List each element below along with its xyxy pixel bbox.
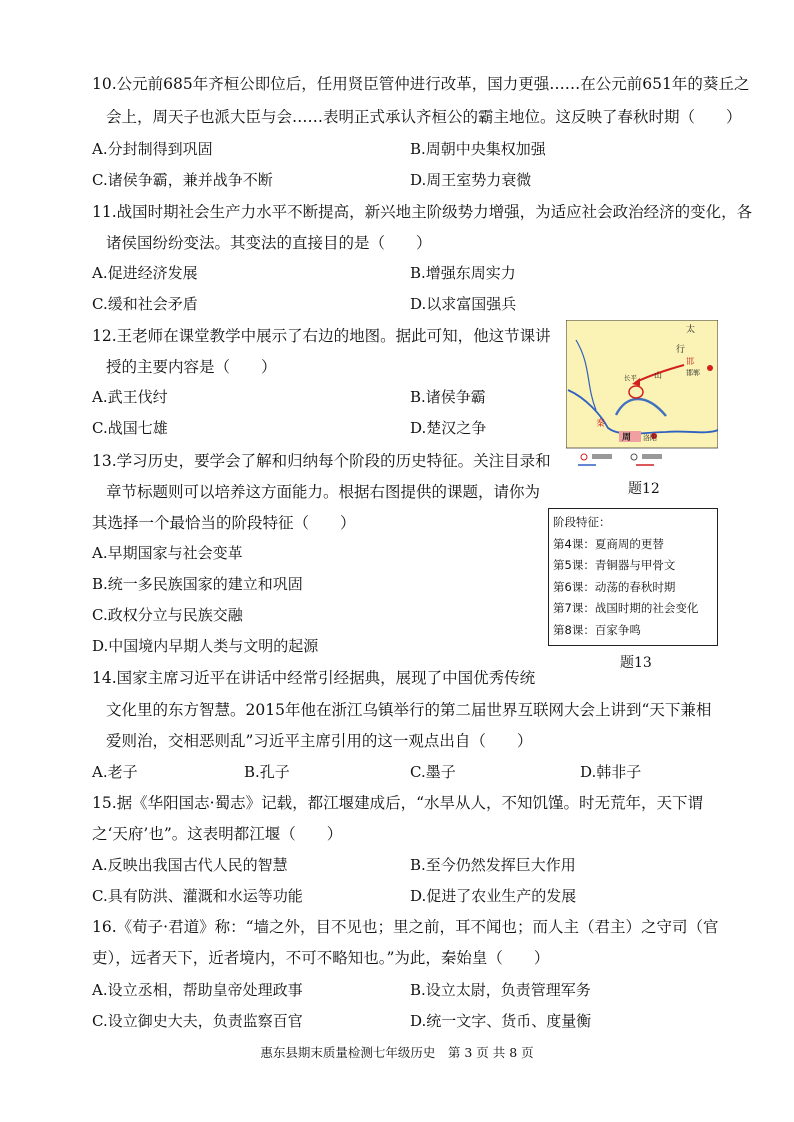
figure13-box bbox=[548, 508, 718, 646]
map-label-changping: 长平 bbox=[624, 374, 637, 382]
q16-line2: 吏），远者天下，近者境内，不可不略知也。”为此，秦始皇（ ） bbox=[92, 949, 550, 967]
figure13-item: 第8课：百家争鸣 bbox=[553, 622, 641, 637]
q11-option-a: A.促进经济发展 bbox=[92, 264, 198, 282]
q10-option-d: D.周王室势力衰微 bbox=[410, 171, 532, 189]
q14-line2: 文化里的东方智慧。2015年他在浙江乌镇举行的第二届世界互联网大会上讲到“天下兼相 bbox=[106, 701, 712, 719]
q15-line1: 15.据《华阳国志·蜀志》记载，都江堰建成后，“水旱从人，不知饥馑。时无荒年，天下谓 bbox=[92, 794, 704, 812]
map-label-tai: 太 bbox=[686, 325, 696, 335]
q13-line3: 其选择一个最恰当的阶段特征（ ） bbox=[92, 514, 356, 532]
q13-option-b: B.统一多民族国家的建立和巩固 bbox=[92, 575, 303, 593]
q14-option-b: B.孔子 bbox=[244, 763, 290, 781]
q13-option-a: A.早期国家与社会变革 bbox=[92, 544, 243, 562]
handan-city bbox=[707, 365, 713, 371]
q12-option-b: B.诸侯争霸 bbox=[410, 388, 486, 406]
page-footer: 惠东县期末质量检测七年级历史 第 3 页 共 8 页 bbox=[260, 1045, 534, 1060]
map-label-hang: 行 bbox=[676, 345, 686, 355]
q15-option-a: A.反映出我国古代人民的智慧 bbox=[92, 856, 288, 874]
figure13-item: 第5课：青铜器与甲骨文 bbox=[553, 558, 676, 572]
q13-option-c: C.政权分立与民族交融 bbox=[92, 606, 243, 624]
q10-option-c: C.诸侯争霸，兼并战争不断 bbox=[92, 171, 273, 189]
figure12-caption: 题12 bbox=[628, 481, 660, 497]
map-label-luoyang: 洛阳 bbox=[643, 434, 657, 442]
figure13-title: 阶段特征： bbox=[553, 515, 611, 529]
q10-line1: 10.公元前685年齐桓公即位后，任用贤臣管仲进行改革，国力更强……在公元前651年的葵丘之 bbox=[92, 75, 750, 93]
q12-option-a: A.武王伐纣 bbox=[92, 388, 168, 406]
figure13-item: 第6课：动荡的春秋时期 bbox=[553, 579, 676, 594]
figure13-caption: 题13 bbox=[620, 655, 652, 671]
figure13-item: 第4课：夏商周的更替 bbox=[553, 536, 664, 551]
q14-option-d: D.韩非子 bbox=[580, 763, 642, 781]
q10-option-a: A.分封制得到巩固 bbox=[92, 140, 213, 158]
q12-option-d: D.楚汉之争 bbox=[410, 419, 487, 437]
map-label-shan: 山 bbox=[654, 371, 662, 380]
map-label-han: 邯 bbox=[686, 357, 694, 366]
q14-line1: 14.国家主席习近平在讲话中经常引经据典，展现了中国优秀传统 bbox=[92, 669, 536, 687]
q14-option-a: A.老子 bbox=[92, 763, 138, 781]
map-label-qin: 秦 bbox=[596, 419, 606, 429]
q10-option-b: B.周朝中央集权加强 bbox=[410, 140, 546, 158]
q12-option-c: C.战国七雄 bbox=[92, 419, 168, 437]
q16-option-c: C.设立御史大夫，负责监察百官 bbox=[92, 1012, 303, 1030]
q13-line1: 13.学习历史，要学会了解和归纳每个阶段的历史特征。关注目录和 bbox=[92, 452, 551, 470]
q14-line3: 爱则治，交相恶则乱”习近平主席引用的这一观点出自（ ） bbox=[106, 732, 533, 750]
q11-option-b: B.增强东周实力 bbox=[410, 264, 516, 282]
q11-line2: 诸侯国纷纷变法。其变法的直接目的是（ ） bbox=[106, 234, 432, 252]
map-label-handan: 邯郸 bbox=[686, 369, 700, 377]
q11-option-c: C.缓和社会矛盾 bbox=[92, 295, 198, 313]
map-label-zhou: 周 bbox=[622, 433, 632, 443]
q15-option-d: D.促进了农业生产的发展 bbox=[410, 887, 577, 905]
q16-option-d: D.统一文字、货币、度量衡 bbox=[410, 1012, 592, 1030]
q16-option-a: A.设立丞相，帮助皇帝处理政事 bbox=[92, 981, 303, 999]
q15-option-c: C.具有防洪、灌溉和水运等功能 bbox=[92, 887, 303, 905]
q11-option-d: D.以求富国强兵 bbox=[410, 295, 517, 313]
q15-option-b: B.至今仍然发挥巨大作用 bbox=[410, 856, 576, 874]
q12-line1: 12.王老师在课堂教学中展示了右边的地图。据此可知，他这节课讲 bbox=[92, 327, 551, 345]
figure12-map bbox=[566, 320, 718, 470]
q16-option-b: B.设立太尉，负责管理军务 bbox=[410, 981, 591, 999]
q11-line1: 11.战国时期社会生产力水平不断提高，新兴地主阶级势力增强，为适应社会政治经济的变化，各 bbox=[92, 203, 753, 221]
q13-option-d: D.中国境内早期人类与文明的起源 bbox=[92, 637, 319, 655]
q12-line2: 授的主要内容是（ ） bbox=[106, 358, 277, 376]
q10-line2: 会上，周天子也派大臣与会……表明正式承认齐桓公的霸主地位。这反映了春秋时期（ ） bbox=[106, 108, 742, 126]
q16-line1: 16.《荀子·君道》称：“墙之外，目不见也；里之前，耳不闻也；而人主（君主）之守司（官 bbox=[92, 918, 719, 936]
q15-line2: 之‘天府’也”。这表明都江堰（ ） bbox=[92, 825, 343, 843]
q14-option-c: C.墨子 bbox=[410, 763, 456, 781]
q13-line2: 章节标题则可以培养这方面能力。根据右图提供的课题，请你为 bbox=[106, 483, 541, 501]
figure13-item: 第7课：战国时期的社会变化 bbox=[553, 601, 699, 615]
